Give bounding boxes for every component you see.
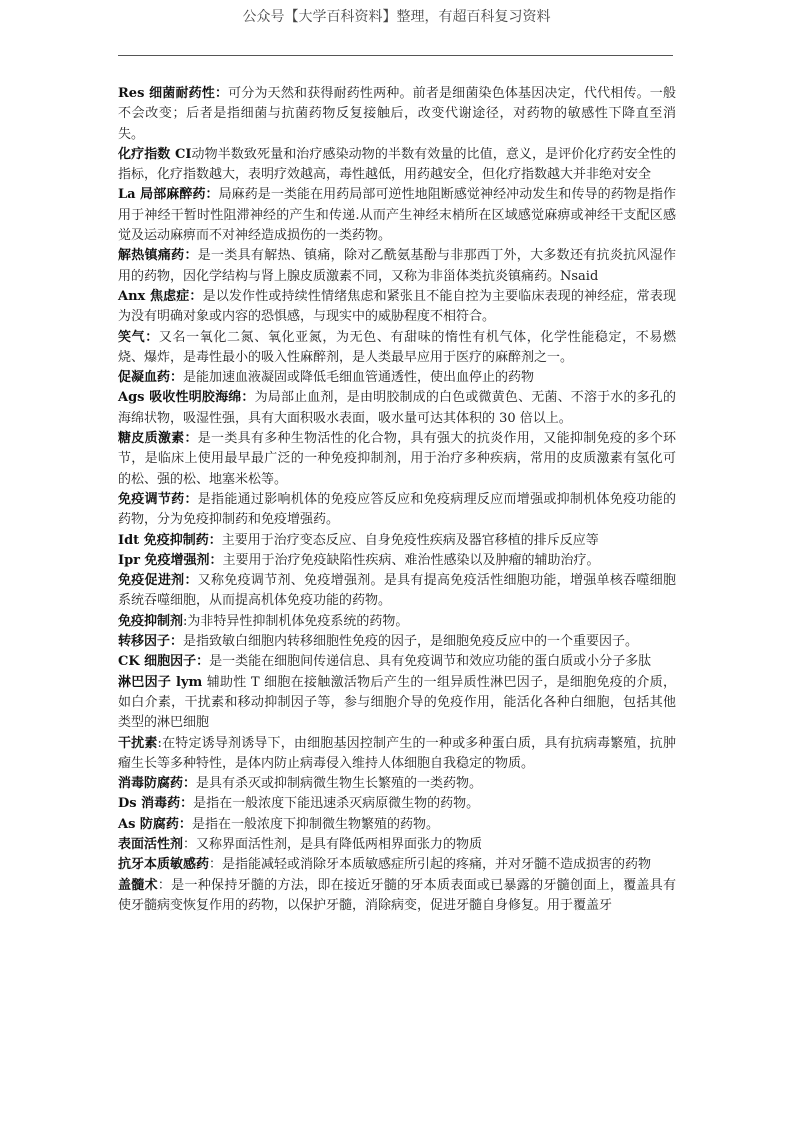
entry-definition: ：是指能减轻或消除牙本质敏感症所引起的疼痛，并对牙髓不造成损害的药物 — [209, 857, 652, 873]
entry-term: 消毒防腐药： — [118, 776, 197, 792]
entry-definition: 又称免疫调节剂、免疫增强剂。是具有提高免疫活性细胞功能，增强单核吞噬细胞系统吞噬细胞，从而提高机体免疫功能的药物。 — [118, 573, 676, 609]
glossary-entry — [118, 84, 676, 145]
entry-definition: 是以发作性或持续性情绪焦虑和紧张且不能自控为主要临床表现的神经症，常表现为没有明确对象或内容的恐惧感，与现实中的威胁程度不相符合。 — [118, 288, 676, 325]
entry-definition: 是指在一般浓度下能迅速杀灭病原微生物的药物。 — [193, 796, 480, 812]
entry-definition: 是指在一般浓度下抑制微生物繁殖的药物。 — [191, 816, 439, 832]
entry-term: 促凝血药： — [118, 370, 184, 386]
glossary-entry — [118, 794, 676, 814]
entry-term: Idt 免疫抑制药： — [118, 532, 222, 548]
glossary-entry — [118, 612, 676, 632]
entry-definition: 是指能通过影响机体的免疫应答反应和免疫病理反应而增强或抑制机体免疫功能的药物，分为免疫抑制药和免疫增强药。 — [118, 491, 676, 528]
entry-term: As 防腐药： — [118, 816, 192, 832]
glossary-entry — [118, 368, 676, 388]
entry-term: CK 细胞因子： — [118, 654, 210, 670]
entry-term: 免疫调节药： — [118, 491, 198, 507]
glossary-content — [118, 84, 676, 916]
entry-term: Anx 焦虑症： — [118, 288, 203, 304]
entry-term: 免疫促进剂： — [118, 573, 198, 589]
entry-definition: :在特定诱导剂诱导下，由细胞基因控制产生的一种或多种蛋白质，具有抗病毒繁殖，抗肿瘤生长等多种特性，是体内防止病毒侵入维持人体细胞自我稳定的物质。 — [118, 735, 676, 771]
entry-term: 淋巴因子 lym — [118, 674, 203, 690]
entry-definition: 是指致敏白细胞内转移细胞性免疫的因子，是细胞免疫反应中的一个重要因子。 — [183, 634, 639, 650]
entry-term: 表面活性剂 — [118, 836, 184, 852]
glossary-entry — [118, 531, 676, 551]
glossary-entry — [118, 388, 676, 429]
entry-definition: 局麻药是一类能在用药局部可逆性地阻断感觉神经冲动发生和传导的药物是指作用于神经干暂时性阻滞神经的产生和传递.从而产生神经末梢所在区域感觉麻痹或神经干支配区感觉及运动麻痹而不对神经造成损伤的一类药物。 — [118, 187, 676, 244]
entry-definition: 主要用于治疗免疫缺陷性疾病、难治性感染以及肿瘤的辅助治疗。 — [222, 552, 600, 568]
entry-definition: 是具有杀灭或抑制病微生物生长繁殖的一类药物。 — [196, 776, 483, 792]
entry-definition: 动物半数致死量和治疗感染动物的半数有效量的比值，意义，是评价化疗药安全性的指标，化疗指数越大，表明疗效越高，毒性越低，用药越安全，但化疗指数越大并非绝对安全 — [118, 146, 676, 183]
entry-definition: 是一类具有多种生物活性的化合物，具有强大的抗炎作用，又能抑制免疫的多个环节，是临床上使用最早最广泛的一种免疫抑制剂，用于治疗多种疾病，常用的皮质激素有氢化可的松、强的松、地塞米松等。 — [118, 431, 676, 487]
glossary-entry — [118, 328, 676, 369]
entry-term: 免疫抑制剂 — [118, 613, 184, 629]
entry-definition: 辅助性 T 细胞在接触激活物后产生的一组异质性淋巴因子，是细胞免疫的介质，如白介素，干扰素和移动抑制因子等，参与细胞介导的免疫作用，能活化各种白细胞，包括其他类型的淋巴细胞 — [118, 674, 676, 731]
entry-term: Ds 消毒药： — [118, 796, 194, 812]
glossary-entry — [118, 571, 676, 612]
glossary-entry — [118, 246, 676, 287]
entry-definition: :为非特异性抑制机体免疫系统的药物。 — [183, 613, 409, 629]
entry-definition: 为局部止血剂，是由明胶制成的白色或微黄色、无菌、不溶于水的多孔的海绵状物，吸湿性强，具有大面积吸水表面，吸水量可达其体积的 30 倍以上。 — [118, 390, 676, 426]
glossary-entry — [118, 774, 676, 794]
glossary-entry — [118, 815, 676, 835]
entry-term: 干扰素 — [118, 735, 158, 751]
glossary-entry — [118, 287, 676, 328]
glossary-entry — [118, 855, 676, 875]
page-header: 公众号【大学百科资料】整理，有超百科复习资料 — [242, 9, 551, 25]
glossary-entry — [118, 673, 676, 734]
entry-term: La 局部麻醉药： — [118, 187, 219, 203]
glossary-entry — [118, 429, 676, 490]
glossary-entry — [118, 490, 676, 531]
entry-term: Ipr 免疫增强剂： — [118, 552, 223, 568]
glossary-entry — [118, 835, 676, 855]
entry-definition: ：是一种保持牙髓的方法，即在接近牙髓的牙本质表面或已暴露的牙髓创面上，覆盖具有使牙髓病变恢复作用的药物，以保护牙髓，消除病变，促进牙髓自身修复。用于覆盖牙 — [118, 877, 676, 913]
entry-definition: ：又称界面活性剂，是具有降低两相界面张力的物质 — [183, 836, 483, 852]
entry-term: 解热镇痛药： — [118, 248, 198, 264]
glossary-entry — [118, 632, 676, 652]
entry-term: Ags 吸收性明胶海绵： — [118, 390, 255, 406]
glossary-entry — [118, 185, 676, 246]
entry-term: 笑气： — [118, 329, 159, 345]
glossary-entry — [118, 734, 676, 775]
entry-definition: 是一类具有解热、镇痛，除对乙酰氨基酚与非那西丁外，大多数还有抗炎抗风湿作用的药物，因化学结构与肾上腺皮质激素不同，又称为非甾体类抗炎镇痛药。Nsaid — [118, 248, 676, 284]
entry-definition: 主要用于治疗变态反应、自身免疫性疾病及器官移植的排斥反应等 — [221, 532, 599, 548]
entry-term: 糖皮质激素： — [118, 431, 198, 447]
glossary-entry — [118, 876, 676, 917]
entry-definition: 可分为天然和获得耐药性两种。前者是细菌染色体基因决定，代代相传。一般不会改变；后者是指细菌与抗菌药物反复接触后，改变代谢途径，对药物的敏感性下降直至消失。 — [118, 86, 676, 142]
entry-term: 抗牙本质敏感药 — [118, 857, 210, 873]
header-divider — [118, 55, 673, 56]
glossary-entry — [118, 551, 676, 571]
entry-term: 盖髓术 — [118, 877, 158, 893]
entry-term: 化疗指数 CI — [118, 146, 192, 162]
entry-definition: 是一类能在细胞间传递信息、具有免疫调节和效应功能的蛋白质或小分子多肽 — [209, 654, 652, 670]
glossary-entry — [118, 652, 676, 672]
entry-term: Res 细菌耐药性： — [118, 86, 229, 101]
entry-definition: 是能加速血液凝固或降低毛细血管通透性，使出血停止的药物 — [183, 370, 535, 386]
entry-term: 转移因子： — [118, 634, 184, 650]
entry-definition: 又名一氧化二氮、氧化亚氮，为无色、有甜味的惰性有机气体，化学性能稳定，不易燃烧、爆炸，是毒性最小的吸入性麻醉剂，是人类最早应用于医疗的麻醉剂之一。 — [118, 329, 676, 365]
glossary-entry — [118, 145, 676, 186]
